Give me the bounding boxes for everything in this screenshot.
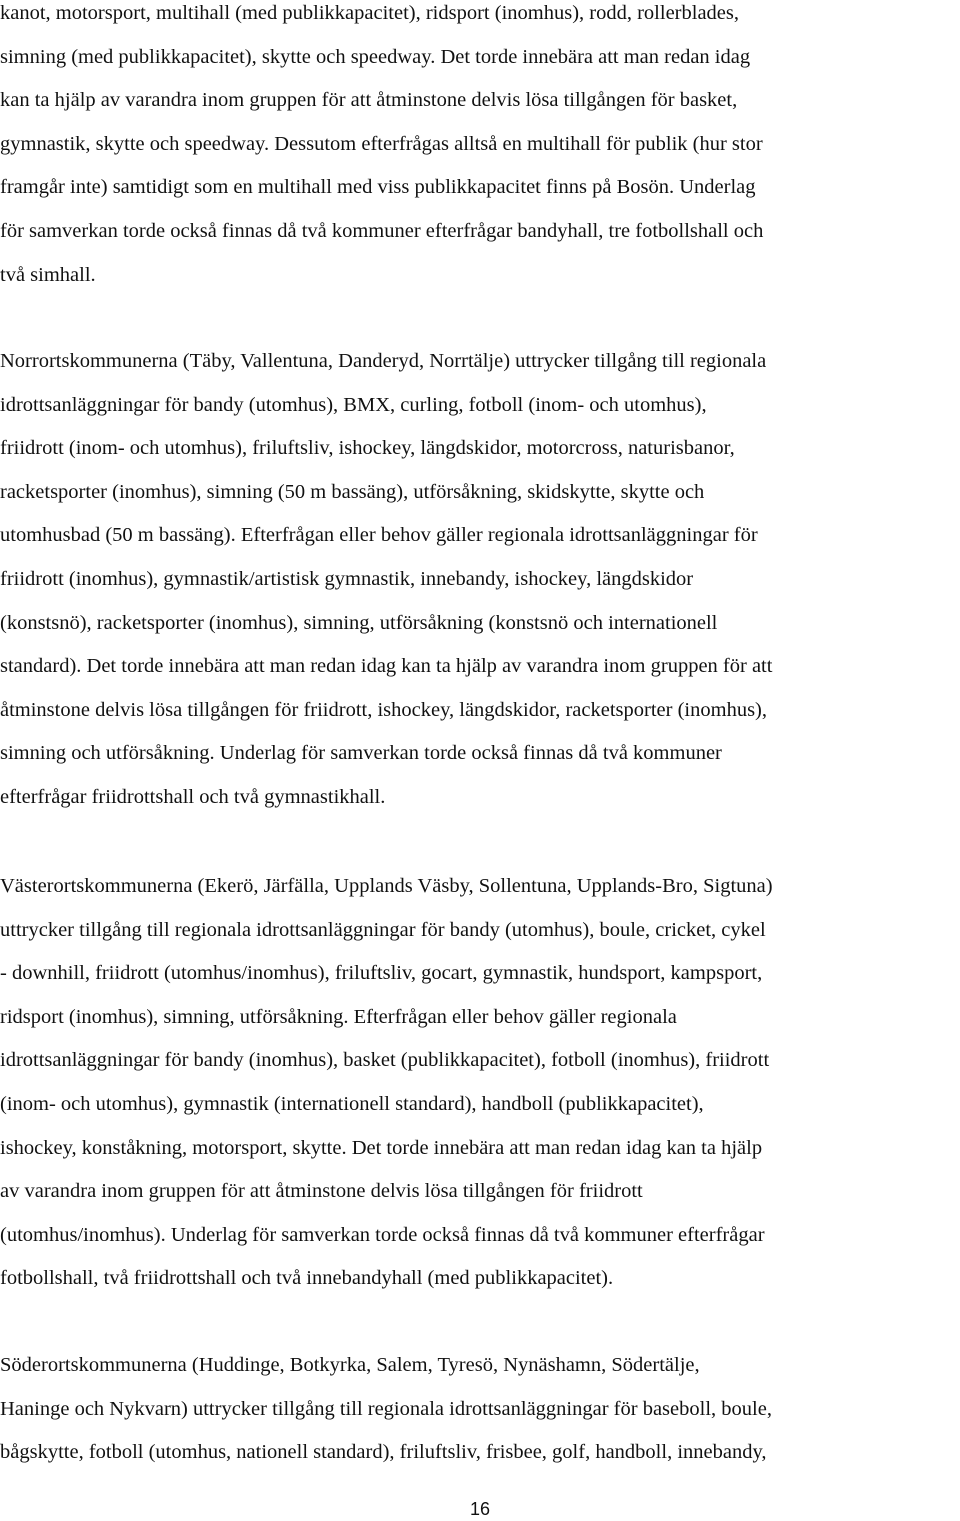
text-line: (konstsnö), racketsporter (inomhus), simning, utförsåkning (konstsnö och internationell [0, 611, 718, 634]
text-line: utomhusbad (50 m bassäng). Efterfrågan eller behov gäller regionala idrottsanläggningar för [0, 524, 758, 547]
text-line: bågskytte, fotboll (utomhus, nationell standard), friluftsliv, frisbee, golf, handboll, innebandy, [0, 1441, 767, 1464]
text-line: (inom- och utomhus), gymnastik (internationell standard), handboll (publikkapacitet), [0, 1092, 704, 1115]
text-line: standard). Det torde innebära att man redan idag kan ta hjälp av varandra inom gruppen för att [0, 655, 773, 678]
text-line: kan ta hjälp av varandra inom gruppen för att åtminstone delvis lösa tillgången för basket, [0, 89, 738, 112]
text-line: simning och utförsåkning. Underlag för samverkan torde också finnas då två kommuner [0, 742, 722, 765]
text-line: friidrott (inomhus), gymnastik/artistisk gymnastik, innebandy, ishockey, längdskidor [0, 567, 694, 590]
text-line: (utomhus/inomhus). Underlag för samverkan torde också finnas då två kommuner efterfrågar [0, 1223, 765, 1246]
text-line: efterfrågar friidrottshall och två gymnastikhall. [0, 785, 386, 808]
paragraph-soderort [0, 1344, 960, 1475]
text-line: - downhill, friidrott (utomhus/inomhus), friluftsliv, gocart, gymnastik, hundsport, kampsport, [0, 962, 763, 985]
text-line: framgår inte) samtidigt som en multihall med viss publikkapacitet finns på Bosön. Underlag [0, 176, 756, 199]
paragraph-norrort [0, 340, 960, 820]
text-line: ishockey, konståkning, motorsport, skytte. Det torde innebära att man redan idag kan ta hjälp [0, 1136, 763, 1159]
text-line: friidrott (inom- och utomhus), friluftsliv, ishockey, längdskidor, motorcross, naturisbanor, [0, 437, 735, 460]
paragraph-vasterort [0, 865, 960, 1301]
text-line: Haninge och Nykvarn) uttrycker tillgång till regionala idrottsanläggningar för baseboll, boule, [0, 1397, 772, 1420]
text-line: racketsporter (inomhus), simning (50 m bassäng), utförsåkning, skidskytte, skytte och [0, 480, 705, 503]
text-line: kanot, motorsport, multihall (med publikkapacitet), ridsport (inomhus), rodd, rollerblades, [0, 2, 739, 24]
paragraph-1 [0, 0, 960, 297]
text-line: Västerortskommunerna (Ekerö, Järfälla, Upplands Väsby, Sollentuna, Upplands-Bro, Sigtuna) [0, 875, 773, 897]
text-line: fotbollshall, två friidrottshall och två innebandyhall (med publikkapacitet). [0, 1267, 614, 1290]
text-line: idrottsanläggningar för bandy (utomhus), BMX, curling, fotboll (inom- och utomhus), [0, 393, 707, 416]
text-line: åtminstone delvis lösa tillgången för friidrott, ishockey, längdskidor, racketsporter (inomhus), [0, 698, 767, 721]
text-line: idrottsanläggningar för bandy (inomhus), basket (publikkapacitet), fotboll (inomhus), friidrott [0, 1049, 770, 1072]
text-line: gymnastik, skytte och speedway. Dessutom efterfrågas alltså en multihall för publik (hur stor [0, 132, 763, 155]
text-line: Norrortskommunerna (Täby, Vallentuna, Danderyd, Norrtälje) uttrycker tillgång till regionala [0, 350, 767, 372]
text-line: av varandra inom gruppen för att åtminstone delvis lösa tillgången för friidrott [0, 1180, 643, 1203]
text-line: Söderortskommunerna (Huddinge, Botkyrka, Salem, Tyresö, Nynäshamn, Södertälje, [0, 1354, 700, 1376]
text-line: ridsport (inomhus), simning, utförsåkning. Efterfrågan eller behov gäller regionala [0, 1005, 677, 1028]
text-line: för samverkan torde också finnas då två kommuner efterfrågar bandyhall, tre fotbollshall och [0, 219, 764, 242]
text-line: uttrycker tillgång till regionala idrottsanläggningar för bandy (utomhus), boule, cricket, cykel [0, 918, 766, 941]
text-line: två simhall. [0, 263, 96, 286]
page-number: 16 [469, 1499, 491, 1519]
text-line: simning (med publikkapacitet), skytte och speedway. Det torde innebära att man redan idag [0, 45, 751, 68]
